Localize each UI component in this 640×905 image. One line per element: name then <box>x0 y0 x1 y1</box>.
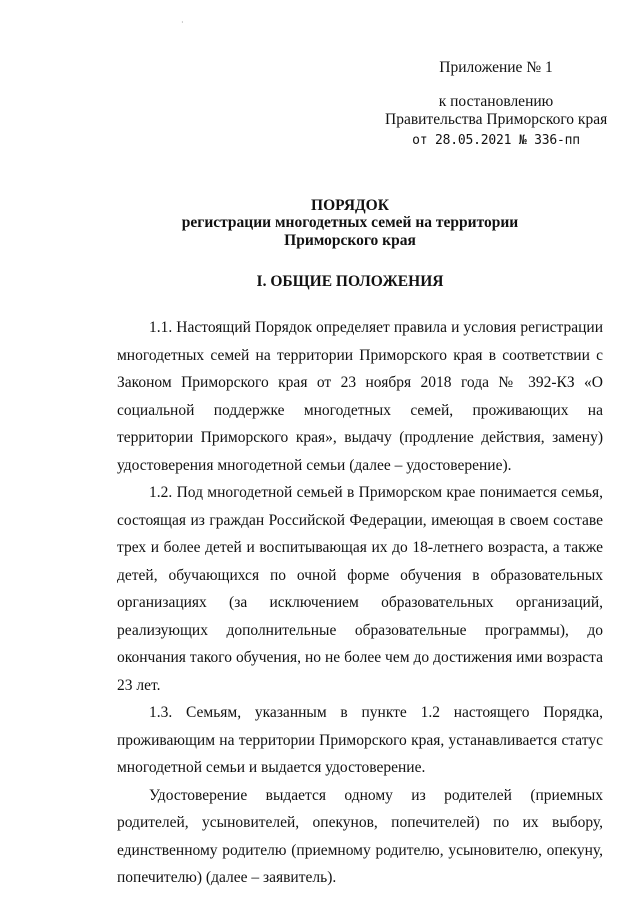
paragraph-1-2: 1.2. Под многодетной семьей в Приморском крае понимается семья, состоящая из граждан Российской Федерации, имеющая в своем составе трех и более детей и воспитывающая их до 18-летнего возраста, а также детей, обучающихся по очной форме обучения в образовательных организациях (за исключением образовательных организаций, реализующих дополнительные образовательные программы), до окончания такого обучения, но не более чем до достижения ими возраста 23 лет. <box>117 484 603 694</box>
paragraph-issuance: Удостоверение выдается одному из родителей (приемных родителей, усыновителей, опекунов, попечителей) по их выбору, единственному родителю (приемному родителю, усыновителю, опекуну, попечителю) (далее – заявитель). <box>117 786 603 886</box>
document-subtitle-line1: регистрации многодетных семей на территории <box>181 214 519 231</box>
paragraph-1-1: 1.1. Настоящий Порядок определяет правила и условия регистрации многодетных семей на территории Приморского края в соответствии с Законом Приморского края от 23 ноября 2018 года № 392-КЗ «О социальной поддержке многодетных семей, проживающих на территории Приморского края», выдачу (продление действия, замену) удостоверения многодетной семьи (далее – удостоверение). <box>117 319 603 474</box>
appendix-title: Приложение № 1 <box>439 59 553 76</box>
section-heading: I. ОБЩИЕ ПОЛОЖЕНИЯ <box>256 273 444 290</box>
document-title: ПОРЯДОК <box>311 197 389 214</box>
appendix-date-number-line: от 28.05.2021 № 336-пп <box>412 133 580 148</box>
scan-speck: · <box>181 18 184 27</box>
paragraph-1-3: 1.3. Семьям, указанным в пункте 1.2 настоящего Порядка, проживающим на территории Приморского края, устанавливается статус многодетной семьи и выдается удостоверение. <box>117 704 603 776</box>
document-body <box>117 314 603 892</box>
appendix-reference-line: к постановлению <box>438 93 554 110</box>
appendix-authority-line: Правительства Приморского края <box>385 111 608 128</box>
document-subtitle-line2: Приморского края <box>284 232 416 249</box>
